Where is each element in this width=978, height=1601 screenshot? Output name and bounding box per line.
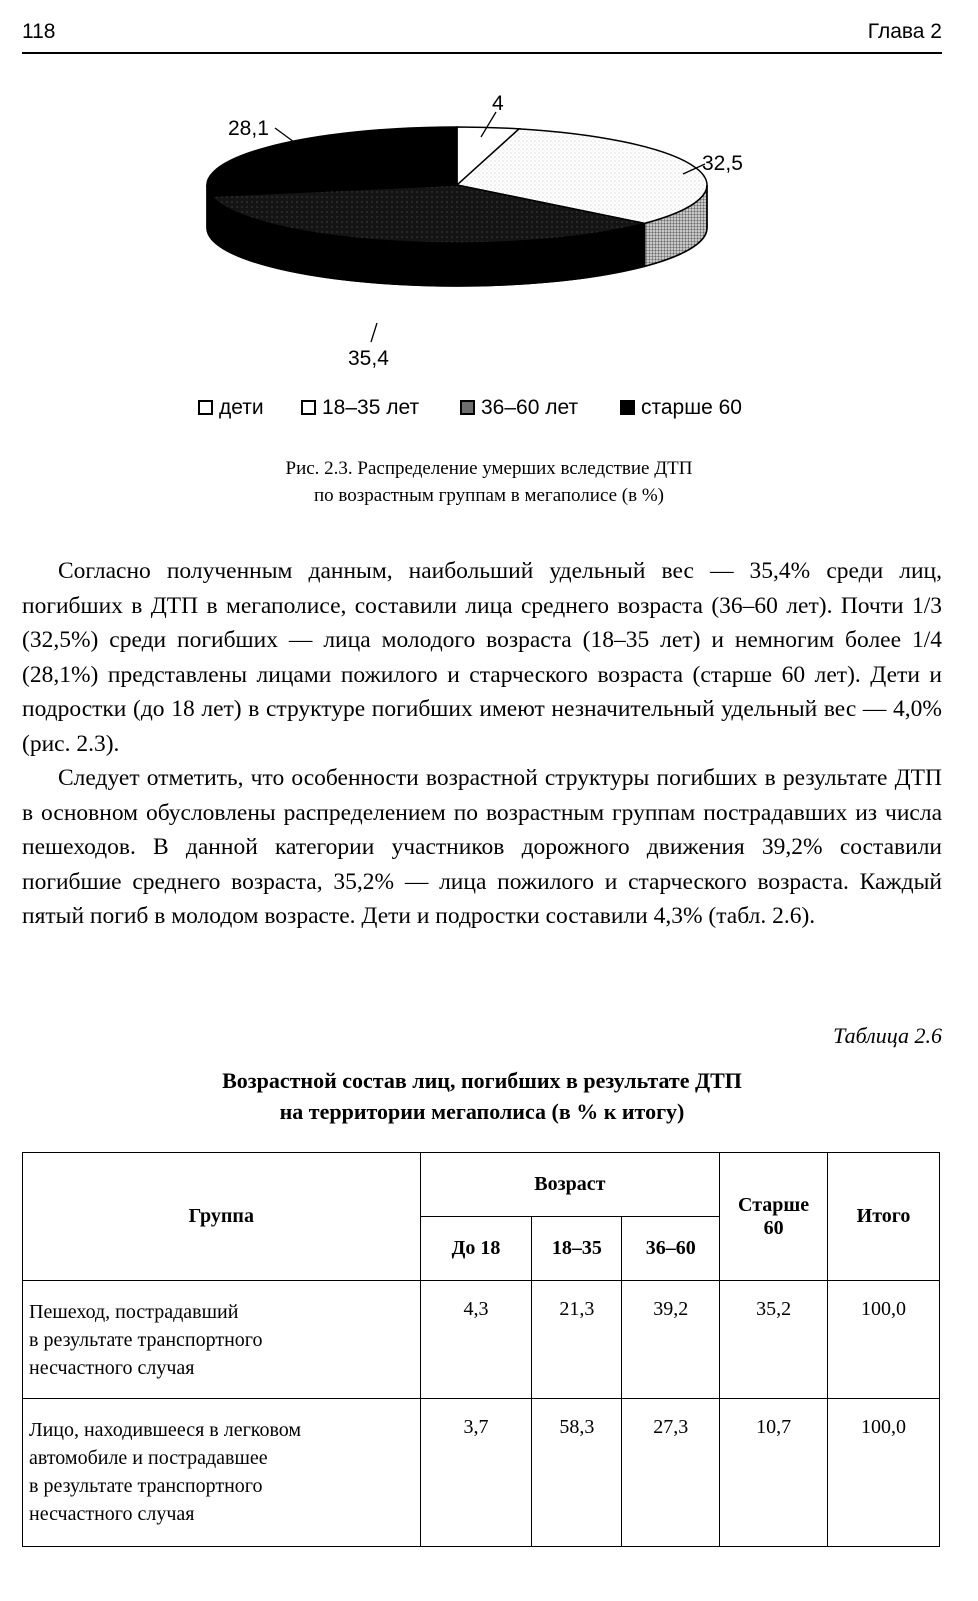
legend-item-36-60 <box>460 396 578 420</box>
leader-line-36-60 <box>371 323 377 342</box>
data-label-children: 4 <box>492 92 504 115</box>
table-row <box>23 1281 940 1399</box>
legend-label-36-60: 36–60 лет <box>481 396 579 419</box>
legend-swatch-36-60 <box>460 400 475 415</box>
header-over-60-line-2: 60 <box>763 1216 784 1239</box>
figure-caption-line-1: Рис. 2.3. Распределение умерших вследствие ДТП <box>285 458 693 479</box>
table-row <box>23 1399 940 1547</box>
running-head <box>22 18 942 54</box>
group-line: Пешеход, пострадавший <box>29 1301 239 1323</box>
legend-item-18-35 <box>301 396 419 420</box>
group-line: несчастного случая <box>29 1503 195 1525</box>
group-line: в результате транспортного <box>29 1475 263 1497</box>
page-number: 118 <box>22 20 56 43</box>
leader-line-over-60 <box>275 128 294 142</box>
data-table <box>22 1152 940 1547</box>
cell-18-35: 21,3 <box>532 1281 622 1399</box>
cell-total: 100,0 <box>828 1399 940 1547</box>
paragraph-2: Следует отметить, что особенности возрастной структуры погибших в результате ДТП в основном обусловлены распределением по возрастным группам пострадавших из числа пешеходов. В данной категории участников дорожного движения 39,2% составили погибшие среднего возраста, 35,2% — лица пожилого и старческого возраста. Каждый пятый погиб в молодом возрасте. Дети и подростки составили 4,3% (табл. 2.6). <box>22 765 942 929</box>
header-age: Возраст <box>420 1153 720 1217</box>
cell-total: 100,0 <box>828 1281 940 1399</box>
group-line: автомобиле и пострадавшее <box>29 1447 268 1469</box>
group-line: Лицо, находившееся в легковом <box>29 1419 302 1441</box>
cell-under-18: 4,3 <box>420 1281 532 1399</box>
header-under-18: До 18 <box>420 1217 532 1281</box>
cell-over-60: 35,2 <box>720 1281 828 1399</box>
figure-caption-line-2: по возрастным группам в мегаполисе (в %) <box>314 485 664 506</box>
cell-36-60: 39,2 <box>622 1281 720 1399</box>
header-over-60-line-1: Старше <box>738 1193 810 1216</box>
legend-item-children <box>198 396 264 420</box>
header-18-35: 18–35 <box>532 1217 622 1281</box>
cell-36-60: 27,3 <box>622 1399 720 1547</box>
group-line: в результате транспортного <box>29 1329 263 1351</box>
table-row-group <box>23 1399 421 1547</box>
table-label: Таблица 2.6 <box>833 1023 942 1048</box>
legend-swatch-children <box>198 400 213 415</box>
legend-swatch-18-35 <box>301 400 316 415</box>
header-total: Итого <box>828 1153 940 1281</box>
figure-caption <box>100 455 878 509</box>
table-title-line-1: Возрастной состав лиц, погибших в результате ДТП <box>222 1068 742 1093</box>
data-label-36-60: 35,4 <box>348 347 389 370</box>
group-line: несчастного случая <box>29 1357 195 1379</box>
chapter-label: Глава 2 <box>867 20 942 43</box>
legend-label-over-60: старше 60 <box>641 396 742 419</box>
data-label-over-60: 28,1 <box>228 117 269 140</box>
body-text <box>22 554 942 934</box>
table-row-group <box>23 1281 421 1399</box>
cell-over-60: 10,7 <box>720 1399 828 1547</box>
legend-label-children: дети <box>219 396 264 419</box>
header-36-60: 36–60 <box>622 1217 720 1281</box>
legend-label-18-35: 18–35 лет <box>322 396 420 419</box>
cell-18-35: 58,3 <box>532 1399 622 1547</box>
table-title-line-2: на территории мегаполиса (в % к итогу) <box>279 1099 685 1124</box>
legend <box>198 392 798 426</box>
pie-chart <box>170 80 790 380</box>
data-label-18-35: 32,5 <box>702 152 743 175</box>
header-over-60 <box>720 1153 828 1281</box>
legend-item-over-60 <box>620 396 742 420</box>
table-title <box>22 1065 942 1127</box>
header-group: Группа <box>23 1153 421 1281</box>
cell-under-18: 3,7 <box>420 1399 532 1547</box>
legend-swatch-over-60 <box>620 400 635 415</box>
paragraph-1: Согласно полученным данным, наибольший удельный вес — 35,4% среди лиц, погибших в ДТП в мегаполисе, составили лица среднего возраста (36–60 лет). Почти 1/3 (32,5%) среди погибших — лица молодого возраста (18–35 лет) и немногим более 1/4 (28,1%) представлены лицами пожилого и старческого возраста (старше 60 лет). Дети и подростки (до 18 лет) в структуре погибших имеют незначительный удельный вес — 4,0% (рис. 2.3). <box>22 558 942 757</box>
